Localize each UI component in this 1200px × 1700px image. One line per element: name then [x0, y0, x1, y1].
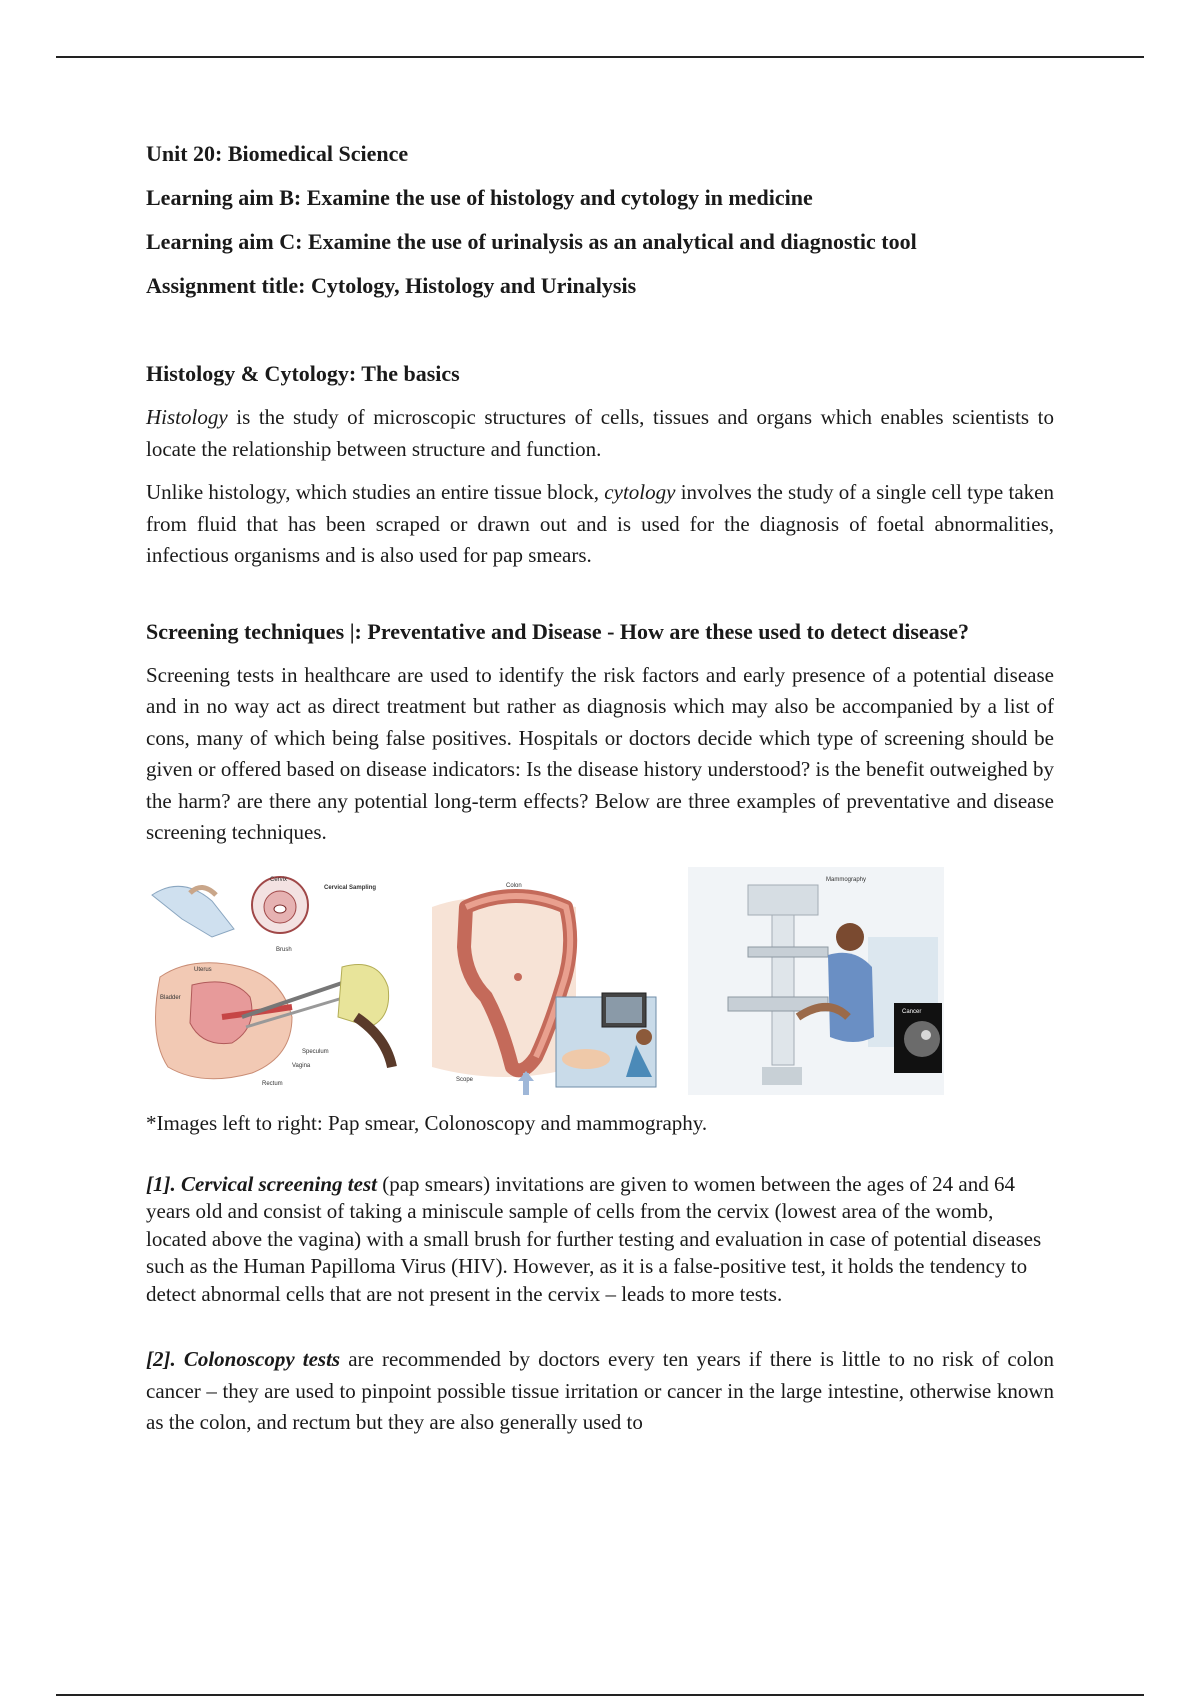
colonoscopy-item [146, 1344, 1054, 1439]
pap-label-uterus: Uterus [194, 966, 212, 973]
pap-label-vagina: Vagina [292, 1062, 311, 1069]
cytology-paragraph [146, 477, 1054, 572]
images-caption: *Images left to right: Pap smear, Colonoscopy and mammography. [146, 1110, 708, 1135]
pap-label-rectum: Rectum [262, 1080, 283, 1087]
colonoscopy-label: [2]. Colonoscopy tests [146, 1347, 341, 1371]
screening-paragraph: Screening tests in healthcare are used to identify the risk factors and early presence of a potential disease and in no way act as direct treatment but rather as diagnosis which may also be accompanied by a list of cons, many of which being false positives. Hospitals or doctors decide which type of screening should be given or offered based on disease indicators: Is the disease history understood? is the benefit outweighed by the harm? are there any potential long-term effects? Below are three examples of preventative and disease screening techniques. [146, 662, 1054, 844]
unit-title: Unit 20: Biomedical Science [146, 141, 409, 166]
pap-title: Cervical Sampling [324, 884, 377, 891]
histology-term: Histology [146, 405, 228, 429]
cervical-screening-label: [1]. Cervical screening test [146, 1171, 377, 1196]
cytology-text: involves the study of a single cell type taken from fluid that has been scraped or drawn out and is used for the diagnosis of foetal abnormalities, infectious organisms and is also used for pap smears. [146, 480, 1054, 567]
pap-smear-illustration [142, 867, 400, 1095]
mammography-illustration [688, 867, 944, 1095]
pap-smear-image [142, 867, 400, 1095]
screening-images [142, 867, 1054, 1099]
learning-aim-c: Learning aim C: Examine the use of urinalysis as an analytical and diagnostic tool [146, 229, 917, 254]
colonoscopy-image [426, 867, 664, 1095]
histology-paragraph [146, 402, 1054, 465]
colonoscopy-text: are recommended by doctors every ten years if there is little to no risk of colon cancer – they are used to pinpoint possible tissue irritation or cancer in the large intestine, otherwise known as the colon, and rectum but they are also generally used to [146, 1347, 1054, 1434]
cytology-term: cytology [604, 480, 676, 504]
pap-label-speculum: Speculum [302, 1048, 329, 1055]
bottom-rule [56, 1694, 1144, 1696]
document-body [146, 140, 1054, 1451]
mammography-image [688, 867, 944, 1095]
histology-text: is the study of microscopic structures of cells, tissues and organs which enables scientists to locate the relationship between structure and function. [146, 405, 1054, 461]
colon-label: Colon [506, 882, 522, 889]
pap-label-brush: Brush [276, 946, 292, 953]
mammography-title: Mammography [826, 876, 867, 883]
cytology-intro: Unlike histology, which studies an entire tissue block, [146, 480, 605, 504]
learning-aim-b: Learning aim B: Examine the use of histology and cytology in medicine [146, 185, 813, 210]
screening-heading: Screening techniques |: Preventative and Disease - How are these used to detect disease? [146, 618, 970, 644]
pap-label-cervix: Cervix [270, 876, 288, 883]
assignment-title: Assignment title: Cytology, Histology and Urinalysis [146, 273, 637, 298]
cervical-screening-text: (pap smears) invitations are given to women between the ages of 24 and 64 years old and consist of taking a miniscule sample of cells from the cervix (lowest area of the womb, located above the vagina) with a small brush for further testing and evaluation in case of potential diseases such as the Human Papilloma Virus (HIV). However, as it is a false-positive test, it holds the tendency to detect abnormal cells that are not present in the cervix – leads to more tests. [146, 1171, 1042, 1306]
pap-label-bladder: Bladder [160, 994, 181, 1001]
top-rule [56, 56, 1144, 58]
cancer-label: Cancer [902, 1008, 922, 1015]
colonoscopy-illustration [426, 867, 664, 1095]
scope-label: Scope [456, 1076, 474, 1083]
basics-heading: Histology & Cytology: The basics [146, 361, 460, 386]
cervical-screening-item [146, 1171, 1054, 1309]
